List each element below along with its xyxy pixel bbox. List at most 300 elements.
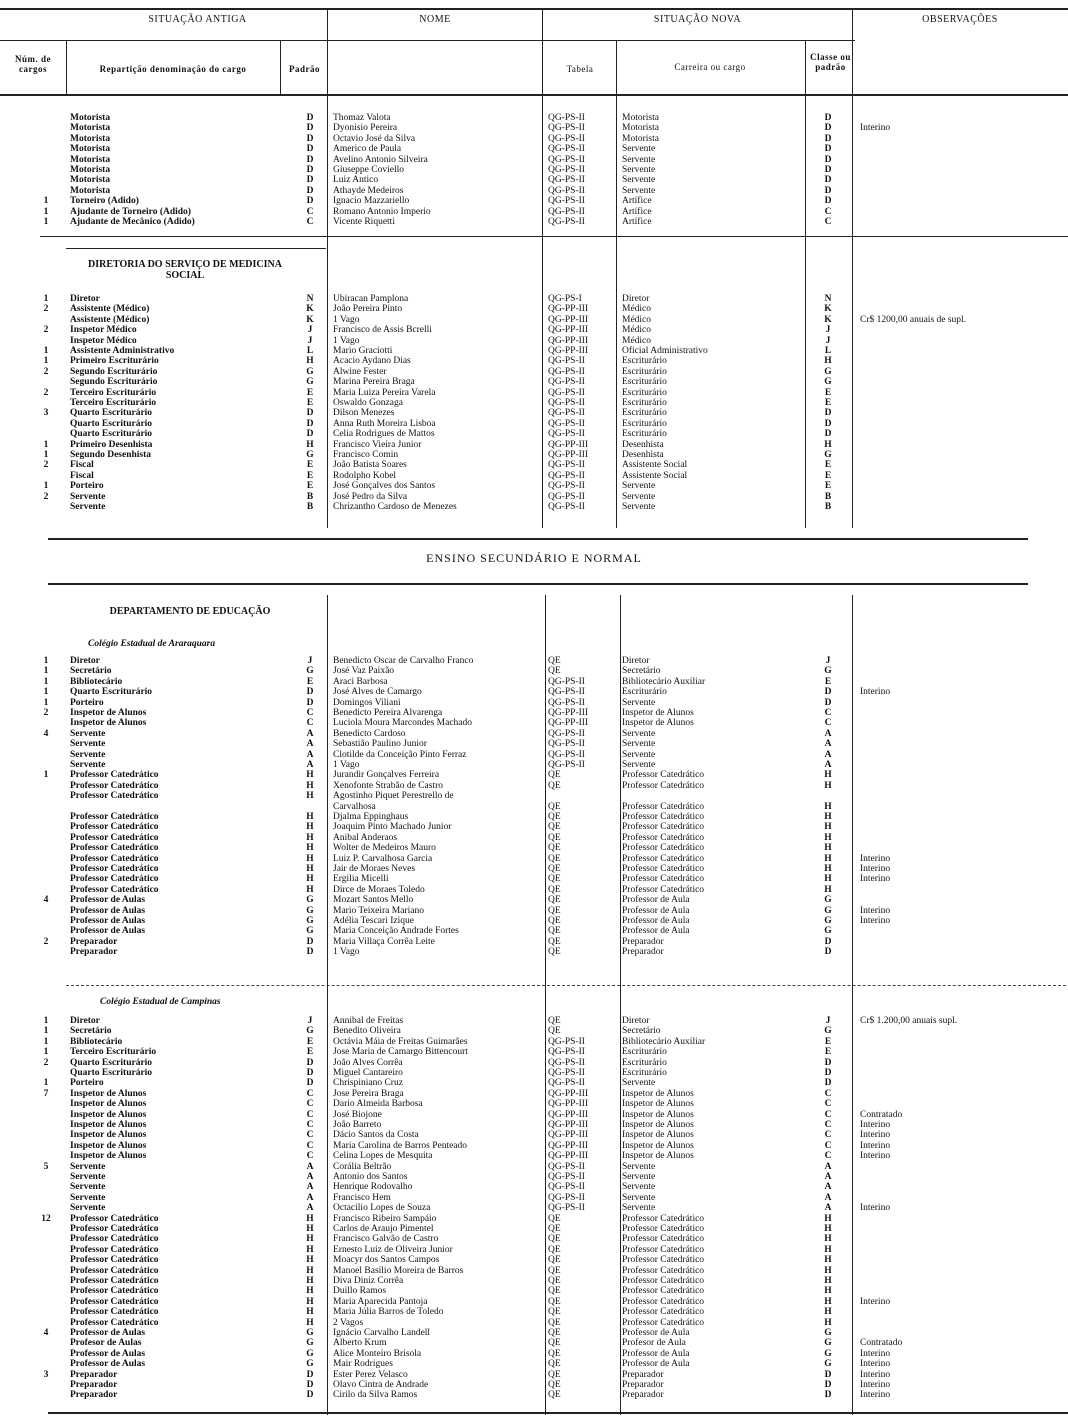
old-grade: G [306,1338,314,1349]
new-career: Médico [622,325,652,336]
table-row [0,1297,1068,1307]
table-row [0,134,1068,144]
table-row [0,419,1068,429]
section-title-educacao: DEPARTAMENTO DE EDUCAÇÃO [109,606,271,617]
new-career: Professor Catedrático [622,843,705,854]
person-name: Luciola Moura Marcondes Machado [333,718,473,729]
new-career: Servente [622,1078,656,1089]
old-grade: E [306,1047,314,1058]
table-row [0,885,1068,895]
new-class: D [824,947,832,958]
new-career: Servente [622,491,656,502]
old-position: Motorista [70,165,111,175]
new-table: QG-PP-III [548,325,589,336]
new-class: H [824,1265,832,1276]
old-position: Segundo Desenhista [70,450,152,460]
old-grade: A [306,739,314,750]
new-career: Professor Catedrático [622,801,705,812]
table-row [0,1089,1068,1099]
person-name: Chrizantho Cardoso de Menezes [333,502,457,512]
table-row [0,1286,1068,1296]
table-row [0,822,1068,832]
table-row [0,906,1068,916]
old-position: Professor de Aulas [70,1359,146,1370]
cargo-count: 1 [43,196,49,207]
old-grade: G [306,450,314,460]
cargo-count: 1 [43,1026,49,1037]
cargo-count: 1 [43,481,49,492]
new-career: Professor Catedrático [622,1265,705,1276]
old-grade: H [306,832,314,843]
section-title-medicina: DIRETORIA DO SERVIÇO DE MEDICINA SOCIAL [88,259,282,281]
table-row [0,937,1068,947]
old-grade: A [306,760,314,770]
person-name: Mair Rodrigues [333,1359,393,1370]
new-class: A [824,739,832,750]
cargo-count: 1 [43,656,49,666]
old-position: Quarto Escriturário [70,687,153,698]
new-class: H [824,1286,832,1297]
observation: Interino [860,1359,891,1370]
section-divider [40,236,1068,237]
old-position: Preparador [70,936,118,947]
new-career: Escriturário [622,387,667,398]
header-num-cargos: Núm. de cargos [14,54,51,74]
section-break-rule-2 [48,583,1028,585]
table-row [0,377,1068,387]
table-row [0,1328,1068,1338]
table-row [0,760,1068,770]
old-position: Preparador [70,947,118,958]
old-position: Diretor [70,656,100,666]
new-career: Servente [622,502,656,512]
old-grade: H [306,1244,314,1255]
new-class: K [824,314,832,325]
new-table: QG-PS-II [548,491,585,502]
new-career: Professor de Aula [622,1359,690,1370]
table-row [0,1110,1068,1120]
table-row [0,698,1068,708]
table-row [0,294,1068,304]
cargo-count: 1 [43,770,49,781]
old-grade: C [306,1151,314,1162]
old-grade: E [306,481,314,492]
cargo-count: 2 [43,387,49,398]
new-table: QG-PS-II [548,1068,585,1078]
new-class: D [824,196,832,207]
new-class: G [824,450,832,460]
new-table: QE [548,1276,561,1286]
cargo-count: 1 [43,206,49,217]
table-row [0,1245,1068,1255]
table-row [0,687,1068,697]
vrule [66,40,67,94]
new-table: QE [548,666,561,677]
person-name: Xenofonte Strabão de Castro [333,780,444,791]
old-position: Inspetor de Alunos [70,1120,147,1130]
old-grade: H [306,843,314,854]
person-name: Cirilo da Silva Ramos [333,1390,418,1401]
new-class: C [824,708,832,718]
table-row [0,1266,1068,1276]
old-grade: C [306,1120,314,1130]
new-table: QG-PS-II [548,175,585,186]
old-position: Inspetor Médico [70,335,137,346]
old-grade: D [306,429,314,440]
person-name: José Alves de Camargo [333,687,422,698]
new-table: QG-PS-II [548,1203,585,1214]
new-table: QE [548,822,561,833]
person-name: Benedito Oliveira [333,1026,401,1037]
new-career: Professor Catedrático [622,1317,705,1328]
header-situacao-antiga: SITUAÇÃO ANTIGA [148,14,247,25]
table-row [0,336,1068,346]
old-position: Inspetor de Alunos [70,708,147,718]
old-position: Professor Catedrático [70,884,159,895]
new-career: Professor Catedrático [622,1307,705,1318]
cargo-count: 1 [43,687,49,698]
cargo-count: 1 [43,1016,49,1026]
new-table: QE [548,1317,561,1328]
table-row [0,1234,1068,1244]
new-career: Artífice [622,196,652,207]
new-table: QE [548,812,561,822]
person-name: Americo de Paula [333,144,402,155]
old-grade: H [306,1317,314,1328]
new-class: D [824,175,832,186]
new-table: QG-PS-II [548,133,585,144]
old-position: Bibliotecário [70,676,123,687]
person-name: Joaquim Pinto Machado Junior [333,822,452,833]
person-name: Romano Antonio Imperio [333,206,431,217]
old-grade: J [307,325,313,336]
cargo-count: 4 [43,1328,49,1338]
new-class: C [824,1140,832,1151]
observation: Interino [860,1348,891,1359]
old-position: Quarto Escriturário [70,418,153,429]
new-table: QG-PS-II [548,1057,585,1068]
old-grade: G [306,377,314,388]
old-grade: D [306,165,314,175]
new-class: G [824,666,832,677]
table-row [0,739,1068,749]
person-name: Maria Júlia Barros de Toledo [333,1307,444,1318]
new-class: E [824,481,832,492]
old-grade: C [306,206,314,217]
old-grade: A [306,728,314,739]
new-table: QG-PP-III [548,1088,589,1099]
table-row [0,1026,1068,1036]
old-position: Professor Catedrático [70,780,159,791]
new-class: H [824,1255,832,1266]
cargo-count: 4 [43,895,49,906]
old-position: Professor Catedrático [70,1265,159,1276]
new-class: C [824,1120,832,1130]
table-row [0,492,1068,502]
new-table: QG-PS-II [548,1182,585,1193]
old-grade: A [306,1161,314,1172]
old-position: Inspetor de Alunos [70,1130,147,1141]
cargo-count: 1 [43,346,49,356]
table-row [0,471,1068,481]
old-position: Assistente (Médico) [70,314,150,325]
person-name: Adélia Tescari Izique [333,916,414,926]
old-position: Servente [70,749,106,760]
new-table: QE [548,1213,561,1224]
table-row [0,408,1068,418]
new-class: A [824,1182,832,1193]
person-name: Maria Villaça Corrêa Leite [333,936,435,947]
new-class: E [824,1047,832,1058]
new-table: QE [548,1348,561,1359]
new-career: Bibliotecário Auxiliar [622,676,706,687]
old-position: Motorista [70,154,111,165]
new-class: H [824,1296,832,1307]
old-grade: J [307,656,313,666]
new-career: Servente [622,1172,656,1182]
new-table: QE [548,947,561,958]
old-grade: H [306,1286,314,1297]
table-row [0,1214,1068,1224]
vrule [280,40,281,94]
person-name: Octávia Máia de Freitas Guimarães [333,1036,468,1047]
table-row [0,1318,1068,1328]
old-position: Secretário [70,666,112,677]
old-grade: D [306,936,314,947]
old-grade: D [306,123,314,134]
table-row [0,1099,1068,1109]
old-position: Inspetor de Alunos [70,718,147,729]
old-grade: C [306,718,314,729]
old-grade: D [306,1057,314,1068]
new-class: H [824,864,832,874]
new-class: C [824,206,832,217]
old-grade: D [306,175,314,186]
observation: Interino [860,1203,891,1214]
new-career: Servente [622,481,656,492]
new-table: QG-PS-II [548,144,585,155]
new-career: Professor Catedrático [622,1276,705,1286]
new-class: D [824,185,832,196]
table-row [0,155,1068,165]
new-class: J [825,335,831,346]
table-row [0,1162,1068,1172]
new-table: QG-PS-I [548,294,582,304]
new-table: QE [548,1369,561,1380]
table-row [0,1370,1068,1380]
old-grade: H [306,439,314,450]
new-table: QE [548,1380,561,1390]
observation: Interino [860,1140,891,1151]
table-row [0,812,1068,822]
observation: Contratado [860,1338,903,1349]
header-bottom-rule [0,94,1068,96]
new-table: QG-PS-II [548,739,585,750]
new-table: QG-PP-III [548,335,589,346]
person-name: Rodolpho Kobel [333,470,397,481]
new-class: G [824,1348,832,1359]
table-row [0,791,1068,801]
new-class: D [824,165,832,175]
table-row [0,165,1068,175]
new-career: Inspetor de Alunos [622,718,694,729]
table-row [0,833,1068,843]
table-row [0,346,1068,356]
table-row [0,666,1068,676]
section-break-rule [48,538,1028,540]
new-table: QG-PP-III [548,1120,589,1130]
observation: Interino [860,853,891,864]
table-row [0,1255,1068,1265]
old-position: Inspetor de Alunos [70,1109,147,1120]
old-position: Quarto Escriturário [70,1057,153,1068]
new-career: Escriturário [622,1047,667,1058]
new-table: QG-PS-II [548,470,585,481]
new-career: Motorista [622,123,659,134]
table-row [0,656,1068,666]
old-grade: E [306,470,314,481]
new-career: Professor de Aula [622,1328,690,1338]
new-class: H [824,770,832,781]
new-class: A [824,749,832,760]
cargo-count: 4 [43,728,49,739]
old-position: Inspetor de Alunos [70,1140,147,1151]
new-career: Escriturário [622,356,667,367]
old-position: Servente [70,491,106,502]
new-career: Preparador [622,1390,664,1401]
person-name: Annibal de Freitas [333,1016,404,1026]
new-career: Professor Catedrático [622,853,705,864]
new-class: H [824,1213,832,1224]
table-row [0,186,1068,196]
new-career: Professor de Aula [622,1348,690,1359]
new-career: Preparador [622,1369,664,1380]
old-grade: G [306,666,314,677]
cargo-count: 1 [43,1036,49,1047]
cargo-count: 1 [43,1078,49,1089]
table-row [0,356,1068,366]
mid-title: ENSINO SECUNDÁRIO E NORMAL [426,551,642,565]
new-class: D [824,133,832,144]
old-grade: G [306,905,314,916]
old-grade: D [306,196,314,207]
new-class: A [824,760,832,770]
old-position: Servente [70,1161,106,1172]
old-grade: H [306,770,314,781]
person-name: Carvalhosa [333,801,376,812]
old-position: Professor de Aulas [70,1348,146,1359]
old-grade: G [306,366,314,377]
new-class: C [824,718,832,729]
old-grade: A [306,1203,314,1214]
cargo-count: 2 [43,366,49,377]
observation: Interino [860,1151,891,1162]
new-class: B [824,491,832,502]
new-table: QG-PS-II [548,206,585,217]
old-position: Inspetor de Alunos [70,1088,147,1099]
old-position: Ajudante de Mecânico (Adido) [70,217,195,227]
new-class: D [824,123,832,134]
table-row [0,217,1068,227]
old-position: Porteiro [70,697,104,708]
new-table: QG-PS-II [548,387,585,398]
cargo-count: 1 [43,697,49,708]
new-table: QE [548,1255,561,1266]
old-grade: D [306,1380,314,1390]
new-table: QG-PS-II [548,1036,585,1047]
observation: Cr$ 1200,00 anuais de supl. [860,314,967,325]
person-name: Celia Rodrigues de Mattos [333,429,435,440]
new-class: D [824,1068,832,1078]
table-row [0,1151,1068,1161]
old-grade: H [306,864,314,874]
cargo-count: 2 [43,1057,49,1068]
new-class: C [824,1099,832,1110]
person-name: Thomaz Valota [333,113,391,123]
old-grade: D [306,1390,314,1401]
old-position: Servente [70,1192,106,1203]
old-position: Fiscal [70,460,94,471]
new-career: Professor Catedrático [622,832,705,843]
old-grade: E [306,460,314,471]
new-table: QG-PS-II [548,1078,585,1089]
new-career: Professor Catedrático [622,1213,705,1224]
old-grade: D [306,697,314,708]
person-name: Olavo Cintra de Andrade [333,1380,429,1390]
new-class: G [824,1338,832,1349]
person-name: Oswaldo Gonzaga [333,398,403,408]
new-table: QE [548,1234,561,1245]
observation: Interino [860,916,891,926]
new-table: QE [548,1224,561,1234]
old-position: Professor de Aulas [70,905,146,916]
new-career: Médico [622,304,652,315]
new-career: Artífice [622,217,652,227]
person-name: Dácio Santos da Costa [333,1130,419,1141]
person-name: Ester Perez Velasco [333,1369,408,1380]
cargo-count: 2 [43,304,49,315]
table-row [0,1193,1068,1203]
person-name: Luiz Antico [333,175,379,186]
person-name: Francisco Galvão de Castro [333,1234,439,1245]
table-row [0,144,1068,154]
old-position: Preparador [70,1380,118,1390]
old-grade: A [306,749,314,760]
table-row [0,1338,1068,1348]
new-table: QG-PS-II [548,460,585,471]
person-name: Alwine Fester [333,366,387,377]
table-row [0,781,1068,791]
new-career: Professor de Aula [622,895,690,906]
old-position: Professor Catedrático [70,853,159,864]
new-class: D [824,936,832,947]
person-name: João Alves Corrêa [333,1057,403,1068]
observation: Interino [860,1120,891,1130]
table-row [0,502,1068,512]
new-table: QE [548,1026,561,1037]
old-position: Professor de Aulas [70,916,146,926]
person-name: Ignácio Carvalho Landell [333,1328,431,1338]
person-name: Acacio Aydano Dias [333,356,411,367]
table-row [0,770,1068,780]
new-career: Professor Catedrático [622,1234,705,1245]
new-table: QG-PS-II [548,1161,585,1172]
person-name: Maria Carolina de Barros Penteado [333,1140,468,1151]
old-position: Professor Catedrático [70,874,159,885]
new-table: QE [548,864,561,874]
table-row [0,1359,1068,1369]
new-career: Professor Catedrático [622,1255,705,1266]
